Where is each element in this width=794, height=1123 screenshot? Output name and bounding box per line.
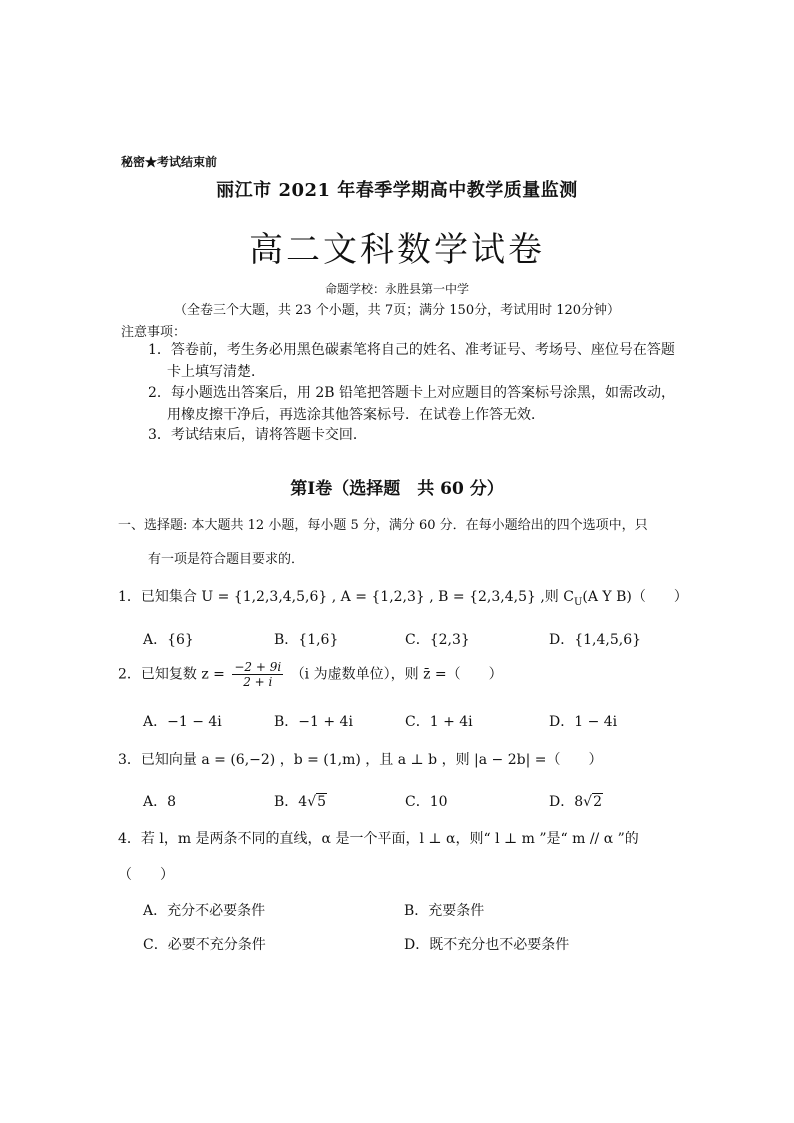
notice-item-1-line2: 卡上填写清楚．: [167, 364, 265, 380]
question-1-option-a: A．{6}: [143, 632, 194, 648]
exam-subtitle: 丽江市 2021 年春季学期高中教学质量监测: [216, 180, 578, 201]
notice-item-2-line2: 用橡皮擦干净后，再选涂其他答案标号．在试卷上作答无效．: [167, 407, 545, 423]
question-3-option-a: A．8: [143, 794, 177, 810]
option-d-text: D．8: [549, 794, 584, 810]
question-2-option-b: B．−1 + 4i: [274, 714, 353, 730]
option-b-radicand: 5: [317, 794, 327, 810]
option-b-text: B．4: [274, 794, 308, 810]
question-1-option-d: D．{1,4,5,6}: [549, 632, 642, 648]
school-line: 命题学校：永胜县第一中学: [324, 282, 469, 296]
part-instructions-line2: 有一项是符合题目要求的．: [148, 552, 305, 567]
question-4-tail: （ ）: [118, 867, 174, 883]
question-4-option-b: B．充要条件: [404, 903, 485, 919]
part-instructions-line1: 一、选择题: 本大题共 12 小题，每小题 5 分，满分 60 分．在每小题给出的四个选项中，只: [118, 518, 648, 533]
notice-item-3-line1: 3．考试结束后，请将答题卡交回．: [148, 427, 367, 443]
question-3-stem: 3．已知向量 a = (6,−2) ，b = (1,m) ，且 a ⊥ b ，则 |a − 2b| =（ ）: [118, 752, 603, 768]
question-4-option-c: C．必要不充分条件: [143, 937, 266, 953]
confidential-label: 秘密★考试结束前: [121, 155, 218, 169]
fraction-denominator: 2 + i: [243, 675, 273, 689]
question-2-text: 2．已知复数 z =: [118, 666, 225, 683]
question-4-stem: 4．若 l，m 是两条不同的直线，α 是一个平面，l ⊥ α，则“ l ⊥ m ”是“ m // α ”的: [118, 831, 639, 847]
question-2-option-a: A．−1 − 4i: [143, 714, 222, 730]
question-1-tail: (A Y B)（ ）: [582, 589, 688, 605]
exam-info: （全卷三个大题，共 23 个小题，共 7页；满分 150分，考试用时 120分钟）: [173, 303, 621, 318]
fraction-numerator: −2 + 9i: [234, 660, 282, 674]
question-1-option-b: B．{1,6}: [274, 632, 339, 648]
option-d-radicand: 2: [593, 794, 602, 810]
notice-item-1-line1: 1．答卷前，考生务必用黑色碳素笔将自己的姓名、准考证号、考场号、座位号在答题: [148, 342, 675, 358]
question-2-fraction: [232, 660, 283, 689]
question-2-stem: [118, 660, 503, 689]
question-2-tail: （i 为虚数单位），则 z̄ =（ ）: [290, 666, 503, 683]
notice-item-3: [148, 424, 367, 446]
notice-item-1: [148, 339, 675, 383]
question-3-option-d: D．8√2: [549, 794, 602, 810]
question-2-option-d: D．1 − 4i: [549, 714, 618, 730]
question-2-option-c: C．1 + 4i: [405, 714, 473, 730]
exam-title: 高二文科数学试卷: [249, 230, 545, 270]
notice-item-2: [148, 382, 675, 426]
question-1-option-c: C．{2,3}: [405, 632, 470, 648]
question-1-stem: [118, 586, 688, 608]
section-title: 第Ⅰ卷（选择题 共 60 分）: [290, 479, 504, 499]
question-4-option-d: D．既不充分也不必要条件: [404, 937, 570, 953]
notice-item-2-line1: 2．每小题选出答案后，用 2B 铅笔把答题卡上对应题目的答案标号涂黑，如需改动，: [148, 385, 676, 401]
question-1-subscript: U: [573, 596, 583, 608]
notice-heading: 注意事项：: [121, 325, 187, 340]
question-3-option-b: B．4√5: [274, 794, 327, 810]
question-3-option-c: C．10: [405, 794, 448, 810]
question-4-option-a: A．充分不必要条件: [143, 903, 266, 919]
question-1-text: 1．已知集合 U = {1,2,3,4,5,6} , A = {1,2,3} , B = {2,3,4,5} ,则 C: [118, 589, 574, 605]
